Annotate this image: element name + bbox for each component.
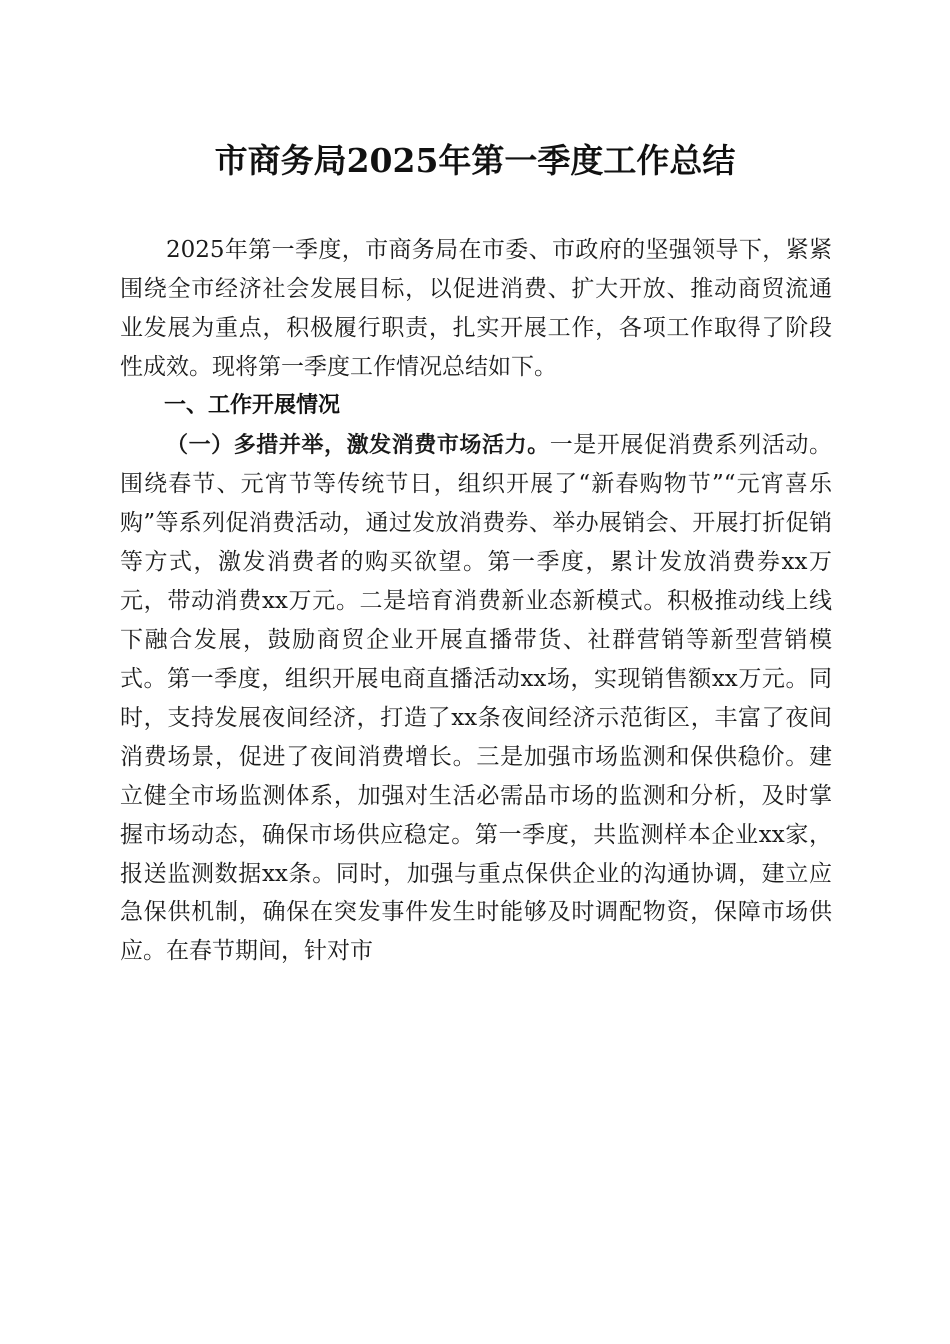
section-heading: 一、工作开展情况 bbox=[164, 392, 341, 418]
subsection-body: 一是开展促消费系列活动。围绕春节、元宵节等传统节日，组织开展了“新春购物节”“元宵喜乐购”等系列促消费活动，通过发放消费券、举办展销会、开展打折促销等方式，激发消费者的购买欲望。第一季度，累计发放消费券xx万元，带动消费xx万元。二是培育消费新业态新模式。积极推动线上线下融合发展，鼓励商贸企业开展直播带货、社群营销等新型营销模式。第一季度，组织开展电商直播活动xx场，实现销售额xx万元。同时，支持发展夜间经济，打造了xx条夜间经济示范街区，丰富了夜间消费场景，促进了夜间消费增长。三是加强市场监测和保供稳价。建立健全市场监测体系，加强对生活必需品市场的监测和分析，及时掌握市场动态，确保市场供应稳定。第一季度，共监测样本企业xx家，报送监测数据xx条。同时，加强与重点保供企业的沟通协调，建立应急保供机制，确保在突发事件发生时能够及时调配物资，保障市场供应。在春节期间，针对市 bbox=[120, 431, 832, 965]
subsection-heading: （一）多措并举，激发消费市场活力。 bbox=[166, 432, 550, 458]
subsection-paragraph bbox=[120, 426, 832, 972]
intro-paragraph: 2025年第一季度，市商务局在市委、市政府的坚强领导下，紧紧围绕全市经济社会发展目标，以促进消费、扩大开放、推动商贸流通业发展为重点，积极履行职责，扎实开展工作，各项工作取得了阶段性成效。现将第一季度工作情况总结如下。 bbox=[120, 237, 832, 380]
document-title: 市商务局2025年第一季度工作总结 bbox=[214, 141, 736, 180]
document-body bbox=[120, 231, 832, 971]
